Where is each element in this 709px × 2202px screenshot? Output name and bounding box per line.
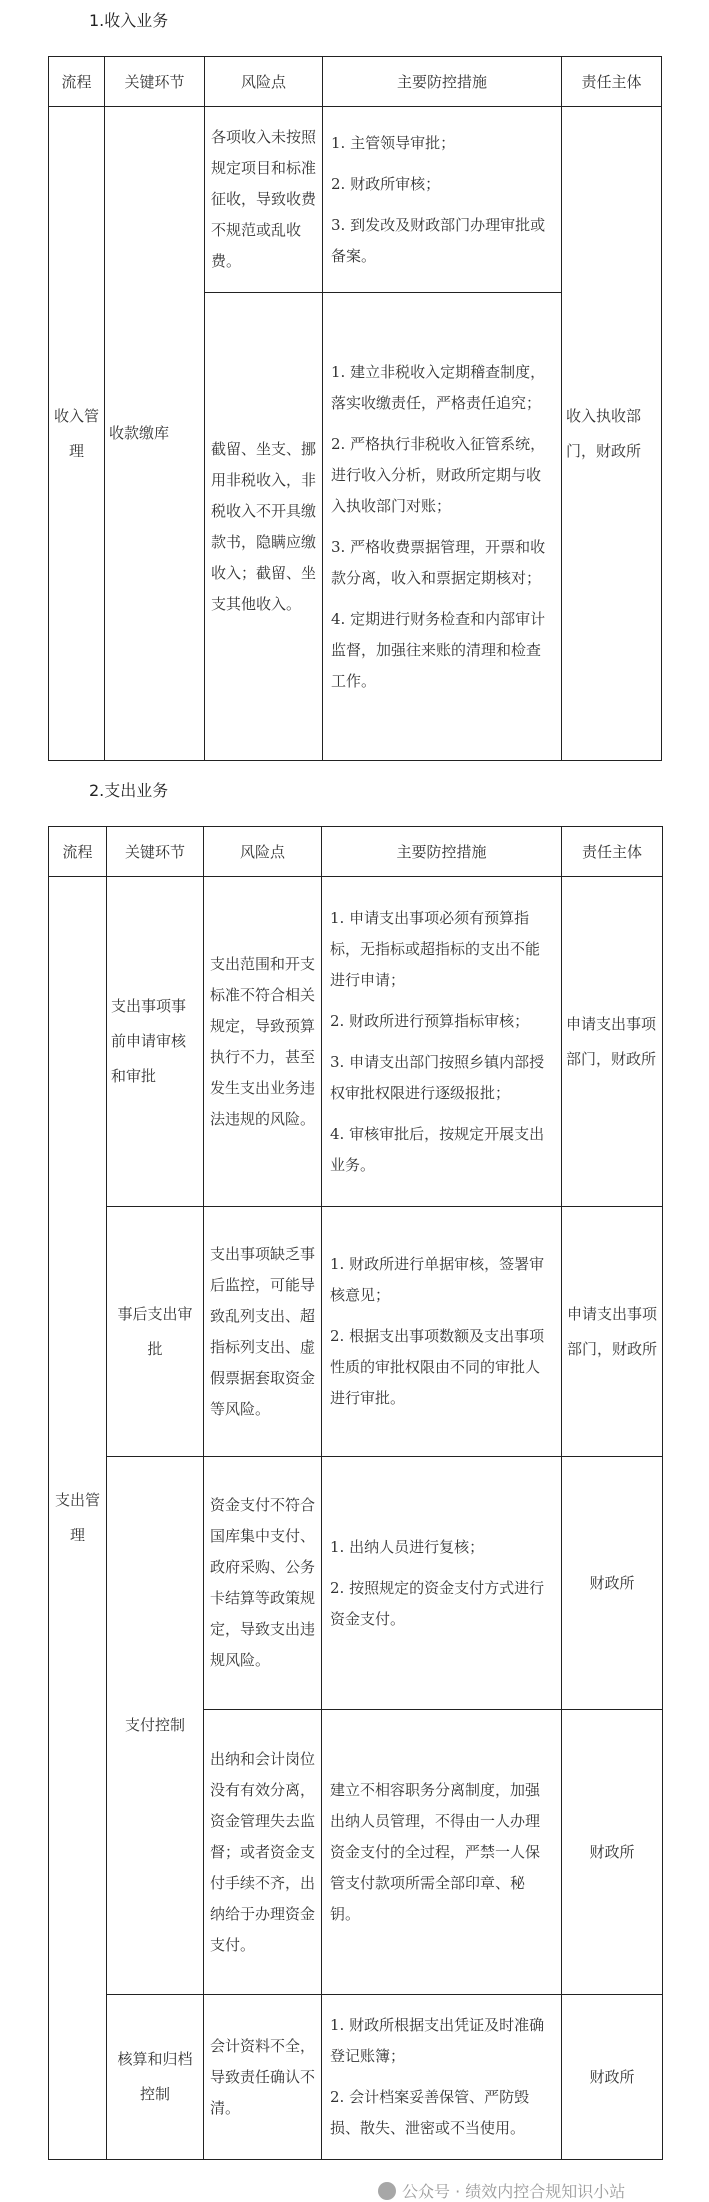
risk-cell: 截留、坐支、挪用非税收入，非税收入不开具缴款书，隐瞒应缴收入；截留、坐支其他收入。 <box>205 293 323 761</box>
measure-item: 4. 定期进行财务检查和内部审计监督，加强往来账的清理和检查工作。 <box>331 609 546 690</box>
risk-cell: 支出范围和开支标准不符合相关规定，导致预算执行不力，甚至发生支出业务违法违规的风险。 <box>204 877 322 1207</box>
measure-item: 2. 严格执行非税收入征管系统，进行收入分析，财政所定期与收入执收部门对账； <box>331 434 546 515</box>
measure-item: 1. 财政所根据支出凭证及时准确登记账簿； <box>330 2016 545 2065</box>
measure-item: 3. 到发改及财政部门办理审批或备案。 <box>331 215 546 265</box>
header-risk: 风险点 <box>204 827 322 877</box>
section-title-income: 1.收入业务 <box>89 11 169 30</box>
risk-cell: 各项收入未按照规定项目和标准征收，导致收费不规范或乱收费。 <box>205 107 323 293</box>
expenditure-risk-table <box>48 826 663 2160</box>
table-row <box>49 1995 663 2160</box>
key-step-cell: 支付控制 <box>107 1457 204 1995</box>
header-measures: 主要防控措施 <box>322 827 562 877</box>
header-row <box>49 827 663 877</box>
measure-item: 2. 按照规定的资金支付方式进行资金支付。 <box>330 1578 545 1628</box>
measures-cell <box>323 293 562 761</box>
measure-item: 2. 会计档案妥善保管、严防毁损、散失、泄密或不当使用。 <box>330 2088 530 2137</box>
measure-item: 1. 主管领导审批； <box>331 133 456 152</box>
header-measures: 主要防控措施 <box>323 57 562 107</box>
key-step-cell: 核算和归档控制 <box>107 1995 204 2160</box>
section-title-expenditure: 2.支出业务 <box>89 781 169 800</box>
table-row <box>49 877 663 1207</box>
responsible-cell: 财政所 <box>562 1995 663 2160</box>
measure-item: 3. 申请支出部门按照乡镇内部授权审批权限进行逐级报批； <box>330 1052 545 1102</box>
measures-cell <box>322 877 562 1207</box>
header-process: 流程 <box>49 57 105 107</box>
responsible-cell: 财政所 <box>562 1457 663 1710</box>
measure-item: 2. 财政所进行预算指标审核； <box>330 1011 530 1030</box>
responsible-cell: 申请支出事项部门，财政所 <box>562 877 663 1207</box>
table-row <box>49 107 662 293</box>
key-step-cell: 支出事项事前申请审核和审批 <box>107 877 204 1207</box>
risk-cell: 资金支付不符合国库集中支付、政府采购、公务卡结算等政策规定，导致支出违规风险。 <box>204 1457 322 1710</box>
key-step-cell: 收款缴库 <box>105 107 205 761</box>
risk-cell: 会计资料不全，导致责任确认不清。 <box>204 1995 322 2160</box>
measure-item: 1. 出纳人员进行复核； <box>330 1537 485 1556</box>
measure-item: 建立不相容职务分离制度，加强出纳人员管理，不得由一人办理资金支付的全过程，严禁一人保管支付款项所需全部印章、秘钥。 <box>330 1780 541 1923</box>
measures-cell <box>323 107 562 293</box>
measures-cell <box>322 1710 562 1995</box>
header-key-step: 关键环节 <box>107 827 204 877</box>
measures-cell <box>322 1995 562 2160</box>
income-risk-table <box>48 56 662 761</box>
process-cell: 支出管理 <box>49 877 107 2160</box>
wechat-icon <box>378 2182 396 2200</box>
process-cell: 收入管理 <box>49 107 105 761</box>
measure-item: 3. 严格收费票据管理，开票和收款分离，收入和票据定期核对； <box>331 537 546 587</box>
table-row <box>49 1207 663 1457</box>
watermark-text: 公众号 · 绩效内控合规知识小站 <box>402 2182 626 2201</box>
risk-cell: 出纳和会计岗位没有有效分离，资金管理失去监督；或者资金支付手续不齐，出纳给于办理资金支付。 <box>204 1710 322 1995</box>
measures-cell <box>322 1207 562 1457</box>
header-process: 流程 <box>49 827 107 877</box>
header-key-step: 关键环节 <box>105 57 205 107</box>
measure-item: 4. 审核审批后，按规定开展支出业务。 <box>330 1124 545 1174</box>
header-row <box>49 57 662 107</box>
measure-item: 1. 财政所进行单据审核，签署审核意见； <box>330 1255 545 1304</box>
table-row <box>49 1457 663 1710</box>
key-step-cell: 事后支出审批 <box>107 1207 204 1457</box>
header-responsible: 责任主体 <box>562 827 663 877</box>
responsible-cell: 申请支出事项部门，财政所 <box>562 1207 663 1457</box>
measures-cell <box>322 1457 562 1710</box>
risk-cell: 支出事项缺乏事后监控，可能导致乱列支出、超指标列支出、虚假票据套取资金等风险。 <box>204 1207 322 1457</box>
watermark <box>378 2179 625 2202</box>
responsible-cell: 收入执收部门，财政所 <box>562 107 662 761</box>
measure-item: 1. 建立非税收入定期稽查制度，落实收缴责任，严格责任追究； <box>331 362 546 412</box>
responsible-cell: 财政所 <box>562 1710 663 1995</box>
header-responsible: 责任主体 <box>562 57 662 107</box>
measure-item: 2. 财政所审核； <box>331 174 441 193</box>
measure-item: 1. 申请支出事项必须有预算指标，无指标或超指标的支出不能进行申请； <box>330 908 541 989</box>
header-risk: 风险点 <box>205 57 323 107</box>
measure-item: 2. 根据支出事项数额及支出事项性质的审批权限由不同的审批人进行审批。 <box>330 1327 545 1407</box>
